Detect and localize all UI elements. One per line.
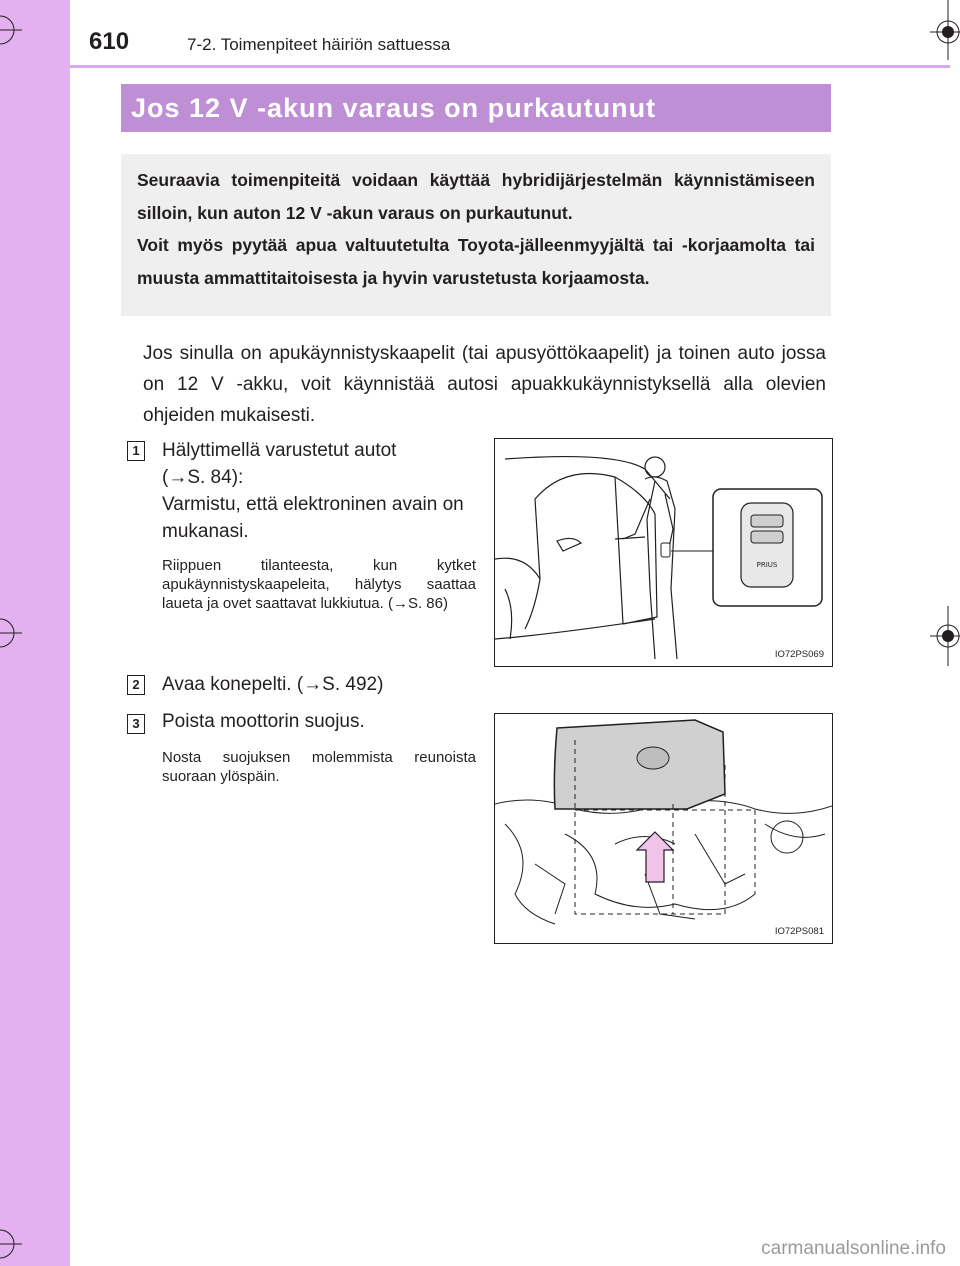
car-door-illustration bbox=[495, 439, 832, 666]
figure-engine-cover bbox=[494, 713, 833, 944]
step-3-title: Poista moottorin suojus. bbox=[162, 711, 365, 732]
header-rule bbox=[70, 65, 950, 68]
step-3-note: Nosta suojuksen molemmista reunoista suoraan ylöspäin. bbox=[162, 749, 476, 785]
key-brand-text: PRIUS bbox=[756, 561, 778, 569]
crop-mark-top-right bbox=[930, 0, 960, 60]
step-1-note: Riippuen tilanteesta, kun kytket apukäynnistyskaapeleita, hälytys saattaa laueta ja ovet saattavat lukkiutua. (→S. 86) bbox=[162, 557, 476, 612]
crop-mark-bottom-left bbox=[0, 1222, 22, 1266]
crop-mark-top-left bbox=[0, 8, 22, 52]
step-number-2: 2 bbox=[127, 675, 145, 695]
engine-cover-illustration bbox=[495, 714, 832, 943]
step-2-title: Avaa konepelti. (→S. 492) bbox=[162, 674, 384, 695]
crop-mark-mid-right bbox=[930, 606, 960, 666]
step-1-reference: (→S. 84): bbox=[162, 467, 244, 488]
chapter-heading: 7-2. Toimenpiteet häiriön sattuessa bbox=[187, 35, 451, 54]
figure-1-code: IO72PS069 bbox=[774, 649, 824, 660]
intro-paragraph-2: Voit myös pyytää apua valtuutetulta Toyota-jälleenmyyjältä tai -korjaamolta tai muusta ammattitaitoisesta ja hyvin varustetusta korjaamosta. bbox=[137, 235, 815, 288]
intro-box bbox=[121, 154, 831, 316]
section-title: Jos 12 V -akun varaus on purkautunut bbox=[121, 84, 831, 132]
crop-mark-mid-left bbox=[0, 611, 22, 655]
step-1-instruction: Varmistu, että elektroninen avain on mukanasi. bbox=[162, 494, 464, 542]
figure-car-door-key bbox=[494, 438, 833, 667]
figure-2-code: IO72PS081 bbox=[774, 926, 824, 937]
body-paragraph: Jos sinulla on apukäynnistyskaapelit (tai apusyöttökaapelit) ja toinen auto jossa on 12 V -akku, voit käynnistää autosi apuakkukäynnistyksellä alla olevien ohjeiden mukaisesti. bbox=[143, 343, 826, 426]
step-number-1: 1 bbox=[127, 441, 145, 461]
page-number: 610 bbox=[89, 28, 130, 55]
intro-paragraph-1: Seuraavia toimenpiteitä voidaan käyttää hybridijärjestelmän käynnistämiseen silloin, kun auton 12 V -akun varaus on purkautunut. bbox=[137, 170, 815, 223]
step-1-title-line1: Hälyttimellä varustetut autot bbox=[162, 440, 397, 461]
watermark-text: carmanualsonline.info bbox=[761, 1238, 946, 1259]
step-number-3: 3 bbox=[127, 714, 145, 734]
